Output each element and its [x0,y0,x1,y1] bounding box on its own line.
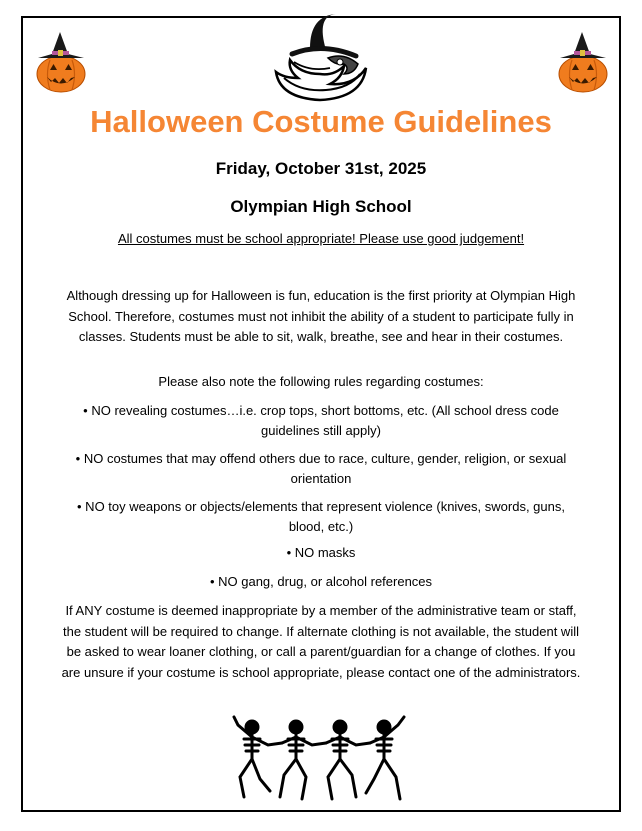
school-name: Olympian High School [230,197,412,216]
page-title: Halloween Costume Guidelines [90,104,552,139]
rule-item: • NO costumes that may offend others due to race, culture, gender, religion, or sexual orientation [75,451,567,486]
rule-item: • NO masks [286,545,356,560]
appropriate-notice: All costumes must be school appropriate! Please use good judgement! [117,231,525,246]
rule-item: • NO revealing costumes…i.e. crop tops, short bottoms, etc. (All school dress code guidelines still apply) [83,403,559,438]
rule-item: • NO toy weapons or objects/elements that represent violence (knives, swords, guns, blood, etc.) [77,499,565,534]
rules-intro: Please also note the following rules regarding costumes: [158,374,484,389]
intro-paragraph: Although dressing up for Halloween is fun, education is the first priority at Olympian High School. Therefore, costumes must not inhibit the ability of a student to participate fully in classes. Students must be able to sit, walk, breathe, see and hear in their costumes. [66,288,576,344]
closing-paragraph: If ANY costume is deemed inappropriate by a member of the administrative team or staff, the student will be required to change. If alternate clothing is not available, the student will be asked to wear loaner clothing, or call a parent/guardian for a change of clothes. If you are unsure if your costume is school appropriate, please contact one of the administrators. [61,603,581,680]
dancing-skeletons-icon [230,715,412,803]
pumpkin-witch-hat-icon [30,30,92,94]
event-date: Friday, October 31st, 2025 [215,159,427,178]
rule-item: • NO gang, drug, or alcohol references [209,574,433,589]
pumpkin-witch-hat-icon [552,30,614,94]
eagle-mascot-witch-hat-icon [270,12,372,104]
